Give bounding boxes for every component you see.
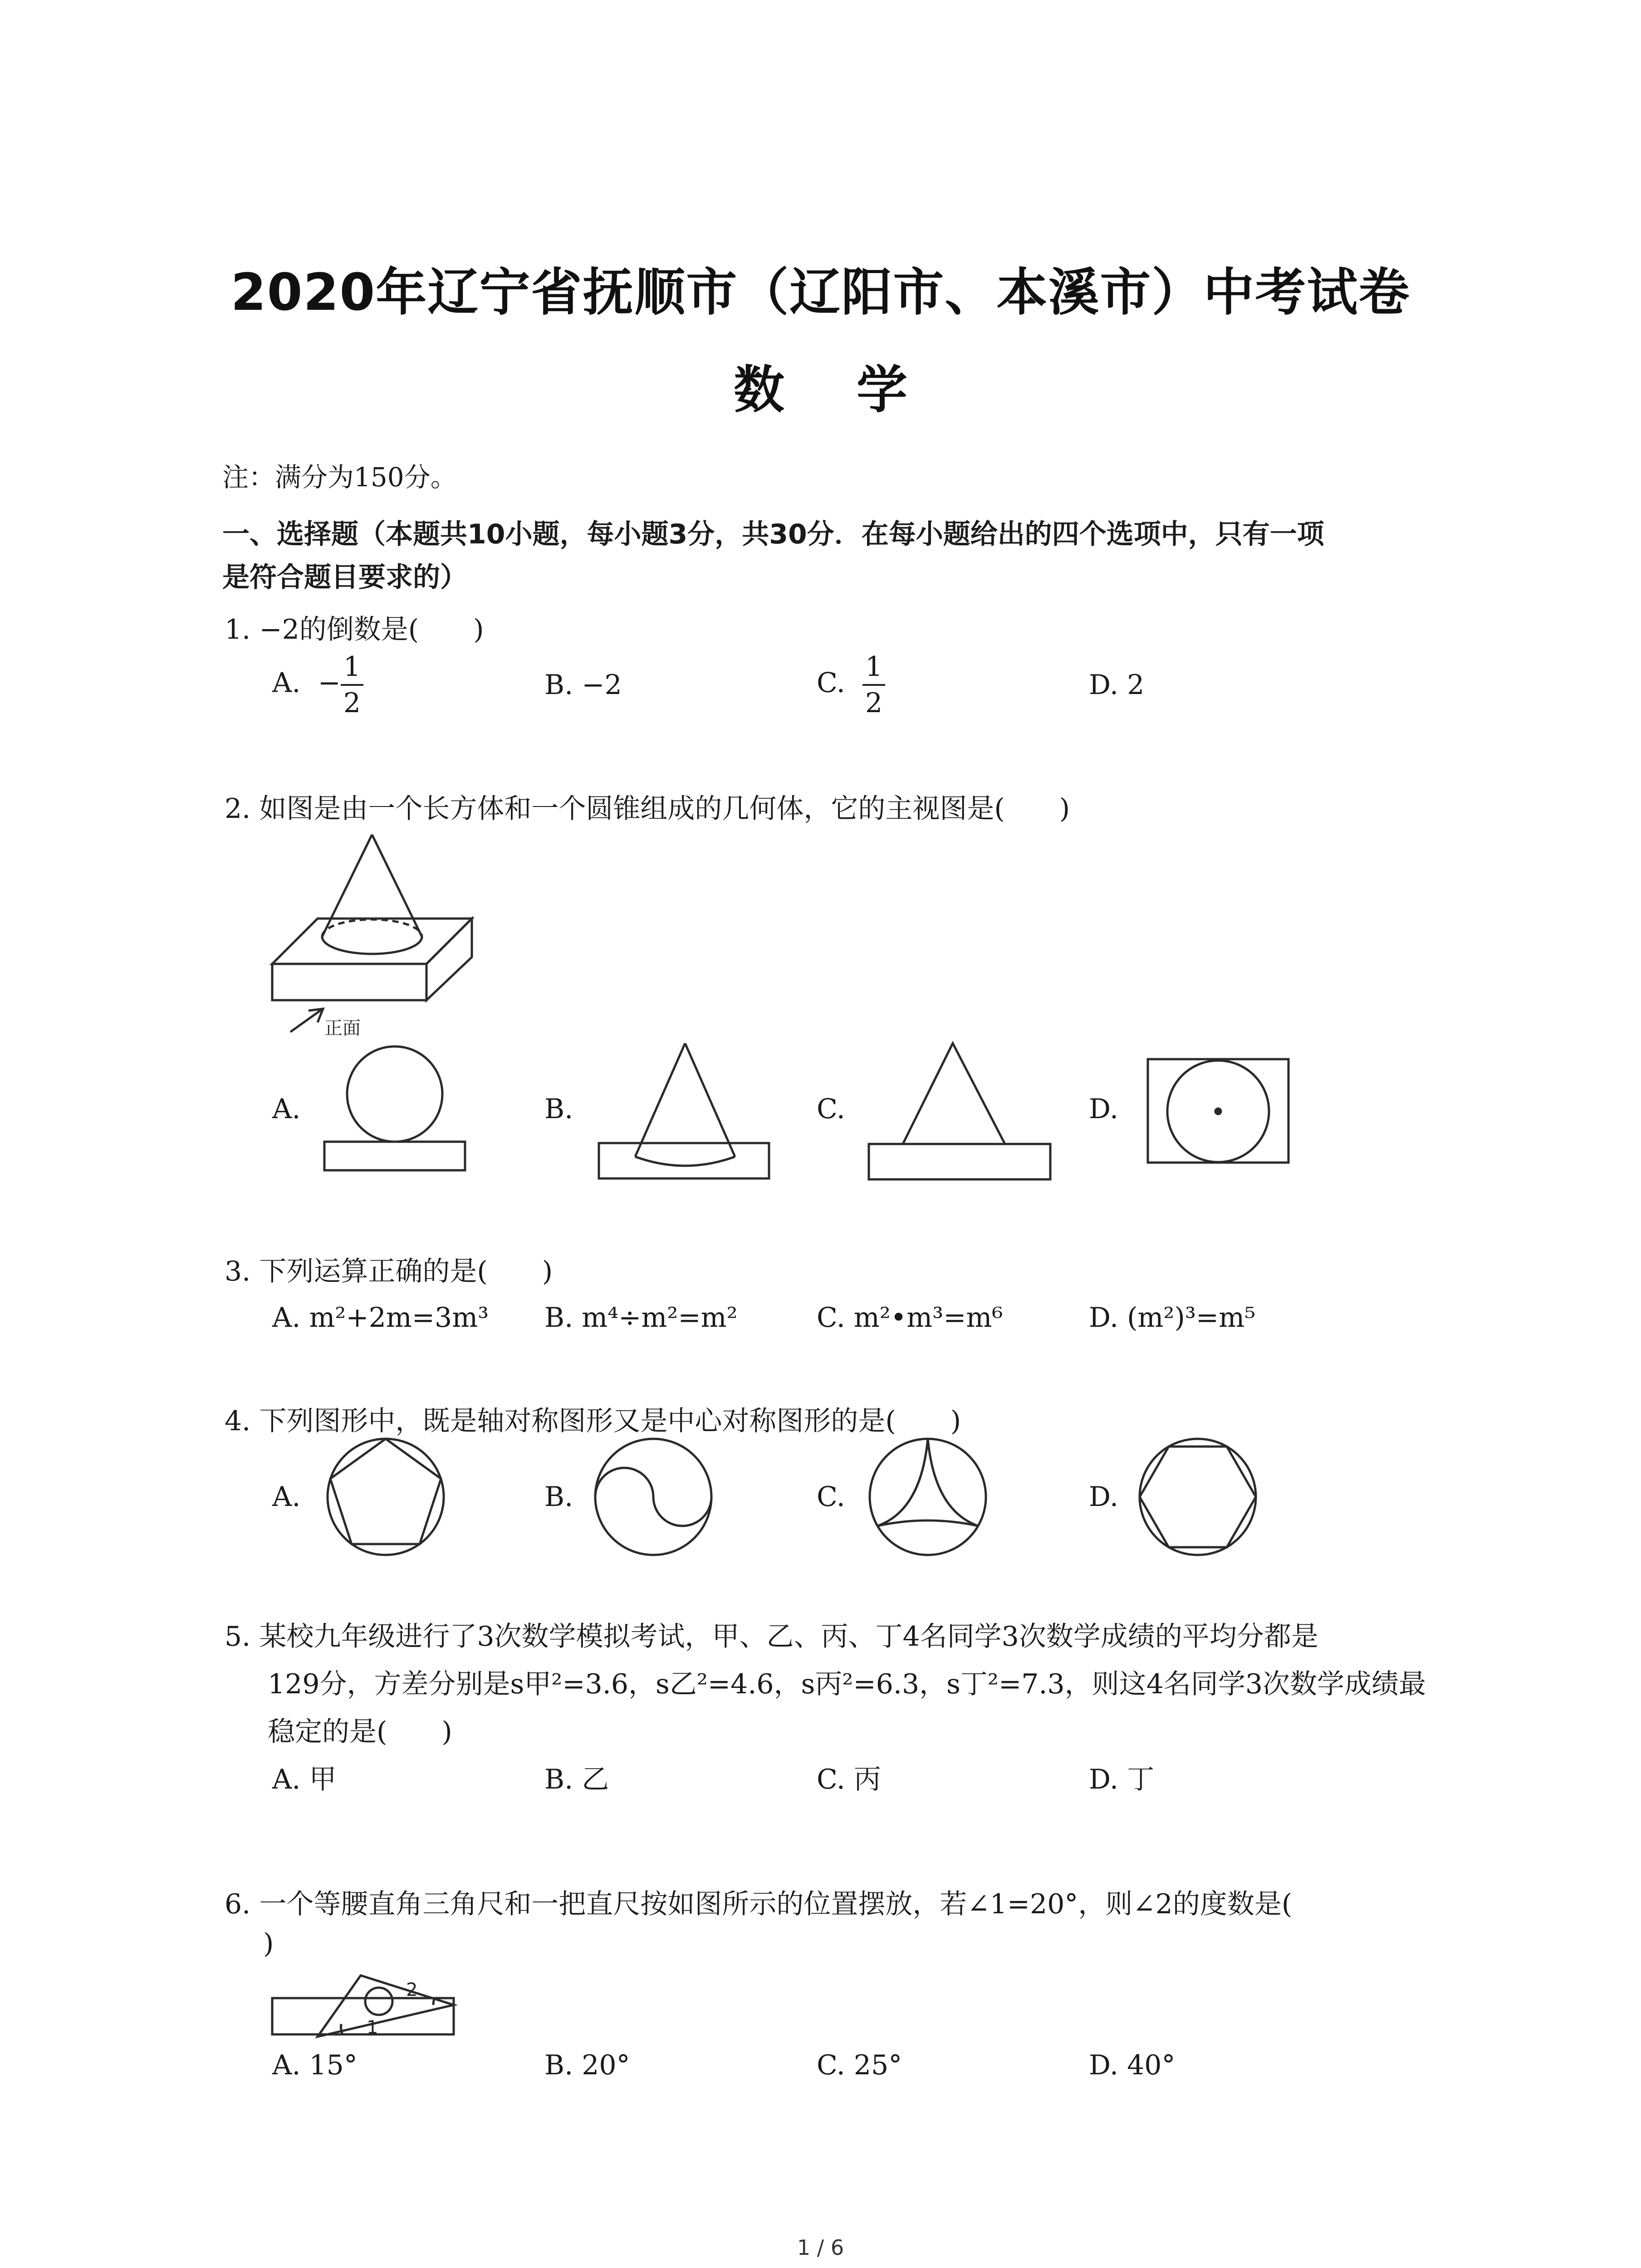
q1-c-numerator: 1 [862, 653, 885, 686]
q5-option-c: C. 丙 [817, 1764, 881, 1795]
q5-option-a: A. 甲 [272, 1764, 337, 1795]
set-square-hole [365, 1988, 392, 2015]
section-heading-line2: 是符合题目要求的） [222, 562, 467, 593]
q4-stem: 4. 下列图形中，既是轴对称图形又是中心对称图形的是( ) [225, 1405, 961, 1437]
q1-c-label: C. [817, 667, 845, 699]
page-number: 1 / 6 [797, 2235, 844, 2260]
q4-option-a: A. [272, 1481, 301, 1513]
q3-stem: 3. 下列运算正确的是( ) [225, 1256, 553, 1287]
q6-option-c: C. 25° [817, 2049, 902, 2081]
q3-option-d: D. (m²)³=m⁵ [1089, 1302, 1256, 1334]
q6-option-a: A. 15° [272, 2049, 358, 2081]
q1-a-label: A. [272, 667, 301, 699]
q1-option-b: B. −2 [544, 669, 622, 701]
score-note: 注：满分为150分。 [222, 462, 457, 493]
set-square [318, 1975, 454, 2037]
angle-2-arc [433, 1998, 435, 2005]
q5-stem-line2: 129分，方差分别是s甲²=3.6，s乙²=4.6，s丙²=6.3，s丁²=7.3，则这4名同学3次数学成绩最 [268, 1668, 1426, 1700]
q5-option-d: D. 丁 [1089, 1764, 1155, 1795]
exam-title: 2020年辽宁省抚顺市（辽阳市、本溪市）中考试卷 [230, 263, 1411, 322]
angle-2-label: 2 [406, 1980, 418, 2000]
q2-option-b: B. [544, 1093, 573, 1125]
q2-option-c: C. [817, 1093, 845, 1125]
q4-option-d: D. [1089, 1481, 1119, 1513]
q1-a-sign: − [318, 667, 341, 699]
q6-stem-line1: 6. 一个等腰直角三角尺和一把直尺按如图所示的位置摆放，若∠1=20°，则∠2的度数是( [225, 1888, 1293, 1920]
q3-option-a: A. m²+2m=3m³ [272, 1302, 489, 1334]
ruler [272, 1998, 454, 2034]
q1-option-d: D. 2 [1089, 669, 1145, 701]
q2-stem: 2. 如图是由一个长方体和一个圆锥组成的几何体，它的主视图是( ) [225, 793, 1070, 825]
q2-option-a: A. [272, 1093, 301, 1125]
angle-1-label: 1 [367, 2017, 378, 2038]
q3-option-c: C. m²•m³=m⁶ [817, 1302, 1003, 1334]
subject-title: 数 学 [734, 361, 935, 420]
q5-option-b: B. 乙 [544, 1764, 609, 1795]
q1-a-denominator: 2 [343, 687, 361, 719]
q4-option-b: B. [544, 1481, 573, 1513]
q6-option-b: B. 20° [544, 2049, 630, 2081]
q6-stem-line2: ) [263, 1928, 274, 1960]
q3-option-b: B. m⁴÷m²=m² [544, 1302, 738, 1334]
q1-stem: 1. −2的倒数是( ) [225, 614, 484, 645]
angle-1-arc [341, 2024, 343, 2034]
q2-option-d: D. [1089, 1093, 1119, 1125]
front-label: 正面 [324, 1018, 361, 1039]
q6-option-d: D. 40° [1089, 2049, 1176, 2081]
section-heading-line1: 一、选择题（本题共10小题，每小题3分，共30分．在每小题给出的四个选项中，只有一项 [222, 518, 1324, 550]
q5-stem-line3: 稳定的是( ) [268, 1716, 452, 1748]
q4-option-c: C. [817, 1481, 845, 1513]
q5-stem-line1: 5. 某校九年级进行了3次数学模拟考试，甲、乙、丙、丁4名同学3次数学成绩的平均分都是 [225, 1621, 1318, 1652]
q1-c-denominator: 2 [865, 687, 883, 719]
q1-a-numerator: 1 [341, 653, 363, 686]
